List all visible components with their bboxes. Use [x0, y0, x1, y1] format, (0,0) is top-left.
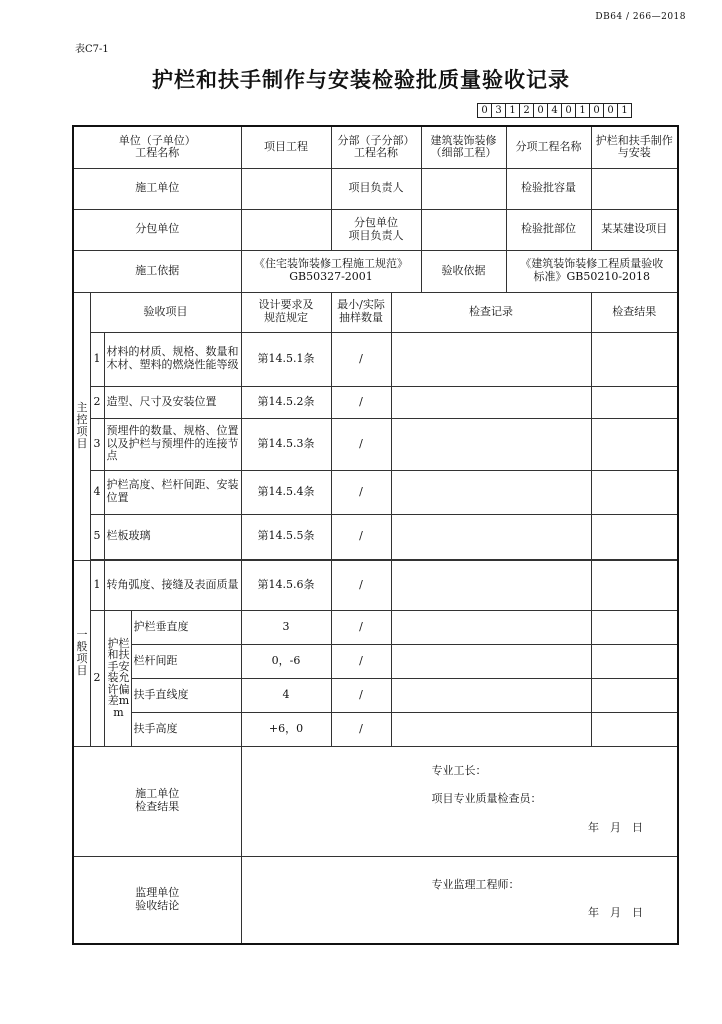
date-label: 年 月 日: [588, 820, 643, 834]
unit-value[interactable]: 项目工程: [241, 126, 331, 168]
row-number: 4: [90, 470, 104, 514]
design-spec: 第14.5.5条: [241, 514, 331, 559]
check-result[interactable]: [591, 644, 678, 678]
date-label: 年 月 日: [588, 906, 643, 920]
design-spec: 第14.5.1条: [241, 332, 331, 386]
check-result[interactable]: [591, 418, 678, 470]
check-record[interactable]: [391, 560, 591, 610]
table-row: [73, 470, 678, 514]
contractor-value[interactable]: [241, 168, 331, 209]
division-value[interactable]: 建筑装饰装修 （细部工程）: [421, 126, 506, 168]
inspection-record-table: [72, 125, 679, 945]
check-record[interactable]: [391, 678, 591, 712]
col-sample-header: 最小/实际 抽样数量: [331, 292, 391, 332]
table-row: [73, 332, 678, 386]
contractor-label: 施工单位: [73, 168, 241, 209]
inspector-label: 项目专业质量检查员：: [431, 792, 542, 806]
table-row: [73, 678, 678, 712]
standard-number: DB64 / 266—2018: [595, 12, 686, 22]
subcontractor-label: 分包单位: [73, 209, 241, 250]
supervisor-result-label: 监理单位 验收结论: [73, 856, 241, 944]
check-result[interactable]: [591, 386, 678, 418]
pm-label: 项目负责人: [331, 168, 421, 209]
contractor-signoff[interactable]: [241, 746, 678, 856]
check-result[interactable]: [591, 332, 678, 386]
code-digit-box: 0: [561, 103, 576, 118]
row-number: 1: [90, 560, 104, 610]
row-number: 1: [90, 332, 104, 386]
code-digit-box: 3: [491, 103, 506, 118]
sample-count[interactable]: /: [331, 678, 391, 712]
code-digit-box: 2: [519, 103, 534, 118]
acceptance-basis-value[interactable]: 《建筑装饰装修工程质量验收 标准》GB50210-2018: [506, 250, 678, 292]
supervisor-signoff[interactable]: [241, 856, 678, 944]
table-row: [73, 610, 678, 644]
general-label: 一般项目: [73, 560, 90, 746]
acceptance-basis-label: 验收依据: [421, 250, 506, 292]
sample-count[interactable]: /: [331, 386, 391, 418]
design-spec: 第14.5.2条: [241, 386, 331, 418]
sample-count[interactable]: /: [331, 332, 391, 386]
foreman-label: 专业工长：: [431, 763, 487, 777]
check-result[interactable]: [591, 678, 678, 712]
table-row: [73, 644, 678, 678]
check-result[interactable]: [591, 560, 678, 610]
table-row: [73, 514, 678, 559]
item-description: 护栏高度、栏杆间距、安装位置: [104, 470, 241, 514]
tolerance-item: 护栏垂直度: [131, 610, 241, 644]
check-record[interactable]: [391, 470, 591, 514]
check-result[interactable]: [591, 712, 678, 746]
check-record[interactable]: [391, 514, 591, 559]
main-control-label: 主控项目: [73, 292, 90, 560]
sample-count[interactable]: /: [331, 712, 391, 746]
code-digit-box: 1: [617, 103, 632, 118]
location-value[interactable]: 某某建设项目: [591, 209, 678, 250]
code-digit-box: 4: [547, 103, 562, 118]
check-record[interactable]: [391, 332, 591, 386]
check-result[interactable]: [591, 610, 678, 644]
check-record[interactable]: [391, 418, 591, 470]
unit-label: 单位（子单位） 工程名称: [73, 126, 241, 168]
capacity-value[interactable]: [591, 168, 678, 209]
item-description: 转角弧度、接缝及表面质量: [104, 560, 241, 610]
tolerance-value: +6，0: [241, 712, 331, 746]
code-digit-box: 0: [533, 103, 548, 118]
division-label: 分部（子分部） 工程名称: [331, 126, 421, 168]
tolerance-value: 0，-6: [241, 644, 331, 678]
tolerance-item: 扶手高度: [131, 712, 241, 746]
engineer-label: 专业监理工程师：: [431, 877, 520, 891]
code-digit-box: 1: [505, 103, 520, 118]
row-number: 3: [90, 418, 104, 470]
tolerance-item: 栏杆间距: [131, 644, 241, 678]
code-digit-box: 0: [589, 103, 604, 118]
item-description: 预埋件的数量、规格、位置以及护栏与预埋件的连接节点: [104, 418, 241, 470]
col-result-header: 检查结果: [591, 292, 678, 332]
sample-count[interactable]: /: [331, 514, 391, 559]
table-row: [73, 386, 678, 418]
basis-label: 施工依据: [73, 250, 241, 292]
code-boxes: [478, 103, 632, 118]
check-result[interactable]: [591, 514, 678, 559]
check-record[interactable]: [391, 386, 591, 418]
design-spec: 第14.5.3条: [241, 418, 331, 470]
tolerance-group-label: 护栏和扶手安装允许偏差mm: [104, 610, 131, 746]
subcontractor-value[interactable]: [241, 209, 331, 250]
check-record[interactable]: [391, 712, 591, 746]
design-spec: 第14.5.4条: [241, 470, 331, 514]
capacity-label: 检验批容量: [506, 168, 591, 209]
tolerance-value: 4: [241, 678, 331, 712]
design-spec: 第14.5.6条: [241, 560, 331, 610]
sub-pm-value[interactable]: [421, 209, 506, 250]
subitem-label: 分项工程名称: [506, 126, 591, 168]
code-digit-box: 0: [477, 103, 492, 118]
item-description: 栏板玻璃: [104, 514, 241, 559]
table-row: [73, 560, 678, 610]
tolerance-item: 扶手直线度: [131, 678, 241, 712]
sub-pm-label: 分包单位 项目负责人: [331, 209, 421, 250]
check-record[interactable]: [391, 610, 591, 644]
item-description: 造型、尺寸及安装位置: [104, 386, 241, 418]
col-record-header: 检查记录: [391, 292, 591, 332]
pm-value[interactable]: [421, 168, 506, 209]
location-label: 检验批部位: [506, 209, 591, 250]
table-row: [73, 712, 678, 746]
sample-count[interactable]: /: [331, 644, 391, 678]
code-digit-box: 1: [575, 103, 590, 118]
row-number: 5: [90, 514, 104, 559]
sample-count[interactable]: /: [331, 610, 391, 644]
item-description: 材料的材质、规格、数量和木材、塑料的燃烧性能等级: [104, 332, 241, 386]
col-item-header: 验收项目: [90, 292, 241, 332]
sample-count[interactable]: /: [331, 560, 391, 610]
form-number: 表C7-1: [75, 44, 109, 55]
basis-value[interactable]: 《住宅装饰装修工程施工规范》 GB50327-2001: [241, 250, 421, 292]
check-result[interactable]: [591, 470, 678, 514]
sample-count[interactable]: /: [331, 418, 391, 470]
contractor-result-label: 施工单位 检查结果: [73, 746, 241, 856]
row-number: 2: [90, 610, 104, 746]
check-record[interactable]: [391, 644, 591, 678]
col-design-header: 设计要求及 规范规定: [241, 292, 331, 332]
subitem-value[interactable]: 护栏和扶手制作 与安装: [591, 126, 678, 168]
table-row: [73, 418, 678, 470]
tolerance-value: 3: [241, 610, 331, 644]
row-number: 2: [90, 386, 104, 418]
sample-count[interactable]: /: [331, 470, 391, 514]
page-title: 护栏和扶手制作与安装检验批质量验收记录: [152, 67, 570, 92]
code-digit-box: 0: [603, 103, 618, 118]
